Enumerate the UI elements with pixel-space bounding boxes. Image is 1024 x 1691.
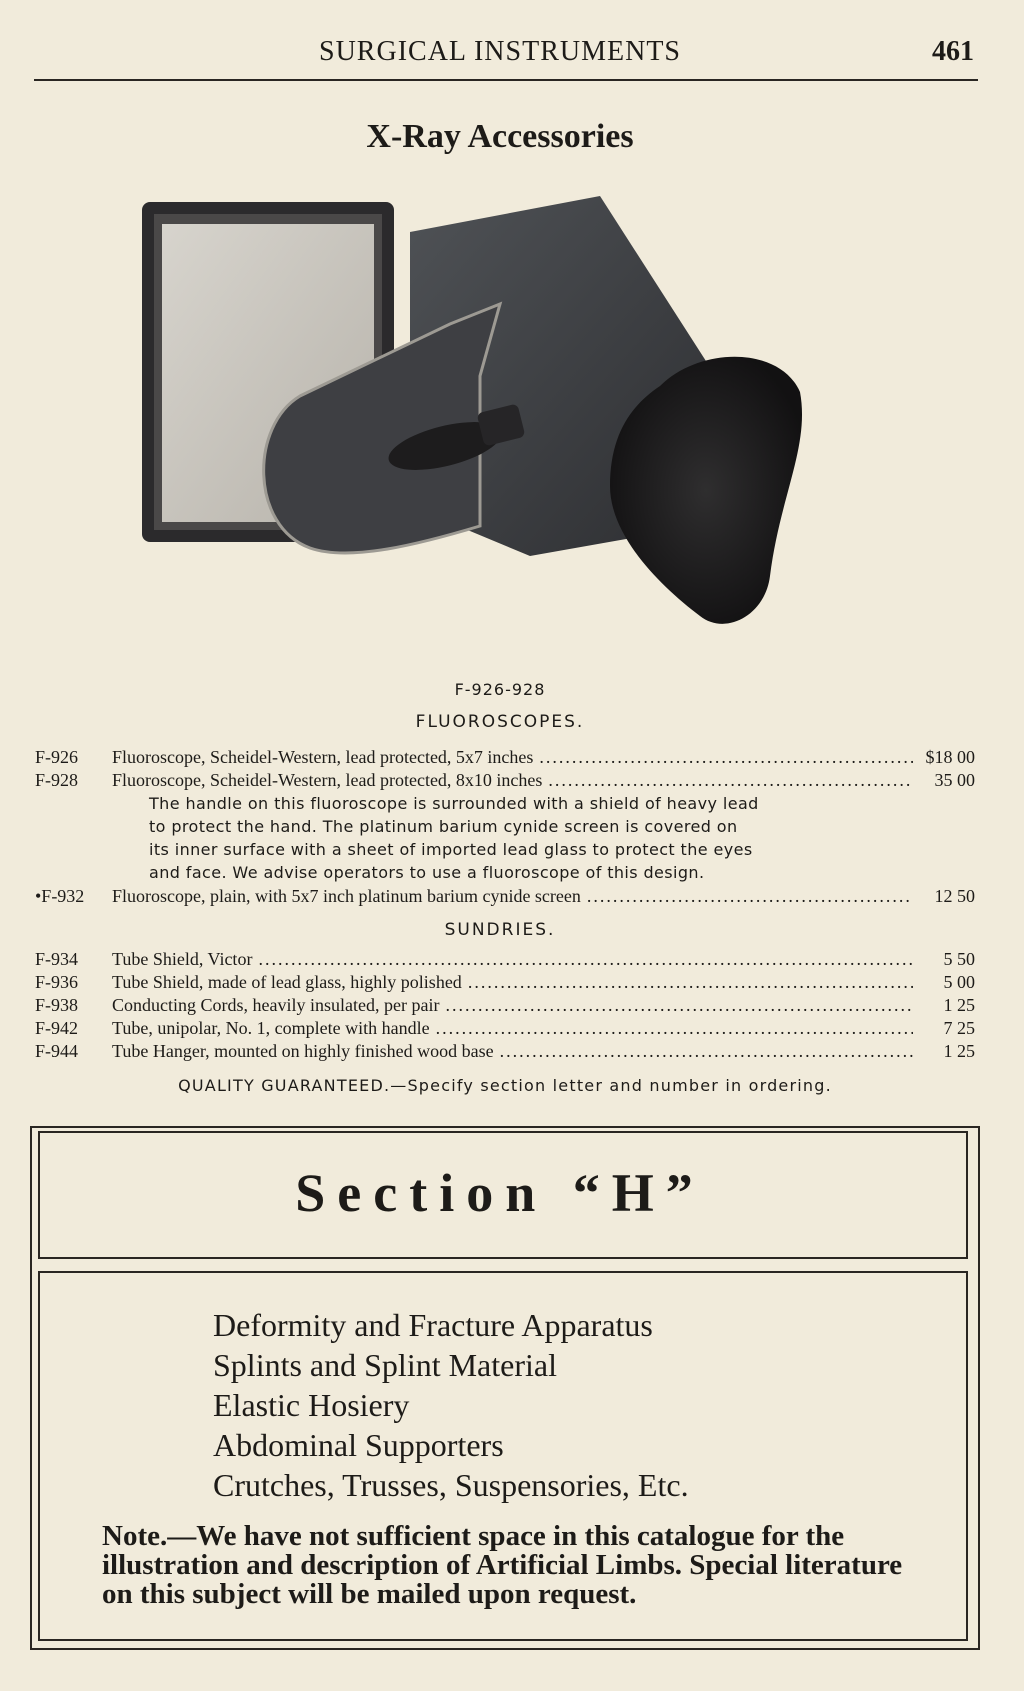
list-item: Elastic Hosiery	[213, 1387, 410, 1423]
item-code: F-944	[35, 1041, 79, 1061]
item-code: F-928	[35, 770, 79, 790]
item-description: Tube, unipolar, No. 1, complete with handle	[112, 1018, 430, 1038]
list-item: Deformity and Fracture Apparatus	[213, 1307, 653, 1343]
sundries-heading: SUNDRIES.	[444, 920, 556, 940]
item-code: F-926	[35, 747, 79, 767]
price-row	[35, 885, 975, 907]
leader-dots	[539, 746, 913, 768]
section-title: Section “H”	[295, 1163, 705, 1223]
leader-dots	[436, 1017, 913, 1039]
item-description: Fluoroscope, plain, with 5x7 inch platinum barium cynide screen	[112, 886, 581, 906]
item-code: F-936	[35, 972, 79, 992]
item-price: 12 50	[934, 886, 975, 906]
leader-dots	[587, 885, 913, 907]
list-item: Splints and Splint Material	[213, 1347, 557, 1383]
price-row	[35, 1017, 975, 1039]
item-code: F-934	[35, 949, 79, 969]
page-title: X-Ray Accessories	[366, 118, 634, 155]
item-description: Tube Shield, Victor	[112, 949, 253, 969]
price-row	[35, 1040, 975, 1062]
price-row	[35, 971, 975, 993]
leader-dots	[445, 994, 913, 1016]
item-price: $18 00	[925, 747, 975, 767]
fluoroscopes-heading: FLUOROSCOPES.	[415, 712, 585, 732]
item-code: •F-932	[35, 886, 85, 906]
price-row	[35, 746, 975, 768]
quality-note: QUALITY GUARANTEED.—Specify section letter and number in ordering.	[178, 1076, 832, 1095]
list-item: Crutches, Trusses, Suspensories, Etc.	[213, 1467, 689, 1503]
header-rule	[34, 79, 978, 81]
item-description: Conducting Cords, heavily insulated, per pair	[112, 995, 440, 1015]
item-price: 35 00	[934, 770, 975, 790]
item-price: 1 25	[943, 995, 975, 1015]
fluoroscope-description	[149, 792, 917, 884]
item-description: Tube Hanger, mounted on highly finished wood base	[112, 1041, 494, 1061]
leader-dots	[548, 769, 913, 791]
item-price: 7 25	[943, 1018, 975, 1038]
price-row	[35, 994, 975, 1016]
item-description: Fluoroscope, Scheidel-Western, lead protected, 5x7 inches	[112, 747, 534, 767]
item-price: 5 50	[943, 949, 975, 969]
description-line: to protect the hand. The platinum barium cynide screen is covered on	[149, 817, 738, 836]
leader-dots	[258, 948, 913, 970]
description-line: its inner surface with a sheet of imported lead glass to protect the eyes	[149, 840, 753, 859]
item-code: F-942	[35, 1018, 79, 1038]
fluoroscope-illustration	[140, 196, 870, 686]
item-code: F-938	[35, 995, 79, 1015]
figure-caption: F-926-928	[454, 680, 546, 699]
page-number: 461	[932, 36, 974, 67]
leader-dots	[500, 1040, 913, 1062]
description-line: and face. We advise operators to use a fluoroscope of this design.	[149, 863, 705, 882]
artificial-limbs-note: Note.—We have not sufficient space in this catalogue for the illustration and description of Artificial Limbs. Special literature on this subject will be mailed upon request.	[102, 1520, 903, 1610]
item-description: Fluoroscope, Scheidel-Western, lead protected, 8x10 inches	[112, 770, 543, 790]
item-description: Tube Shield, made of lead glass, highly polished	[112, 972, 462, 992]
running-header: SURGICAL INSTRUMENTS	[319, 36, 681, 67]
leader-dots	[468, 971, 913, 993]
price-row	[35, 948, 975, 970]
item-price: 1 25	[943, 1041, 975, 1061]
section-contents-list	[213, 1305, 689, 1505]
item-price: 5 00	[943, 972, 975, 992]
price-row	[35, 769, 975, 791]
list-item: Abdominal Supporters	[213, 1427, 504, 1463]
description-line: The handle on this fluoroscope is surrounded with a shield of heavy lead	[149, 794, 759, 813]
